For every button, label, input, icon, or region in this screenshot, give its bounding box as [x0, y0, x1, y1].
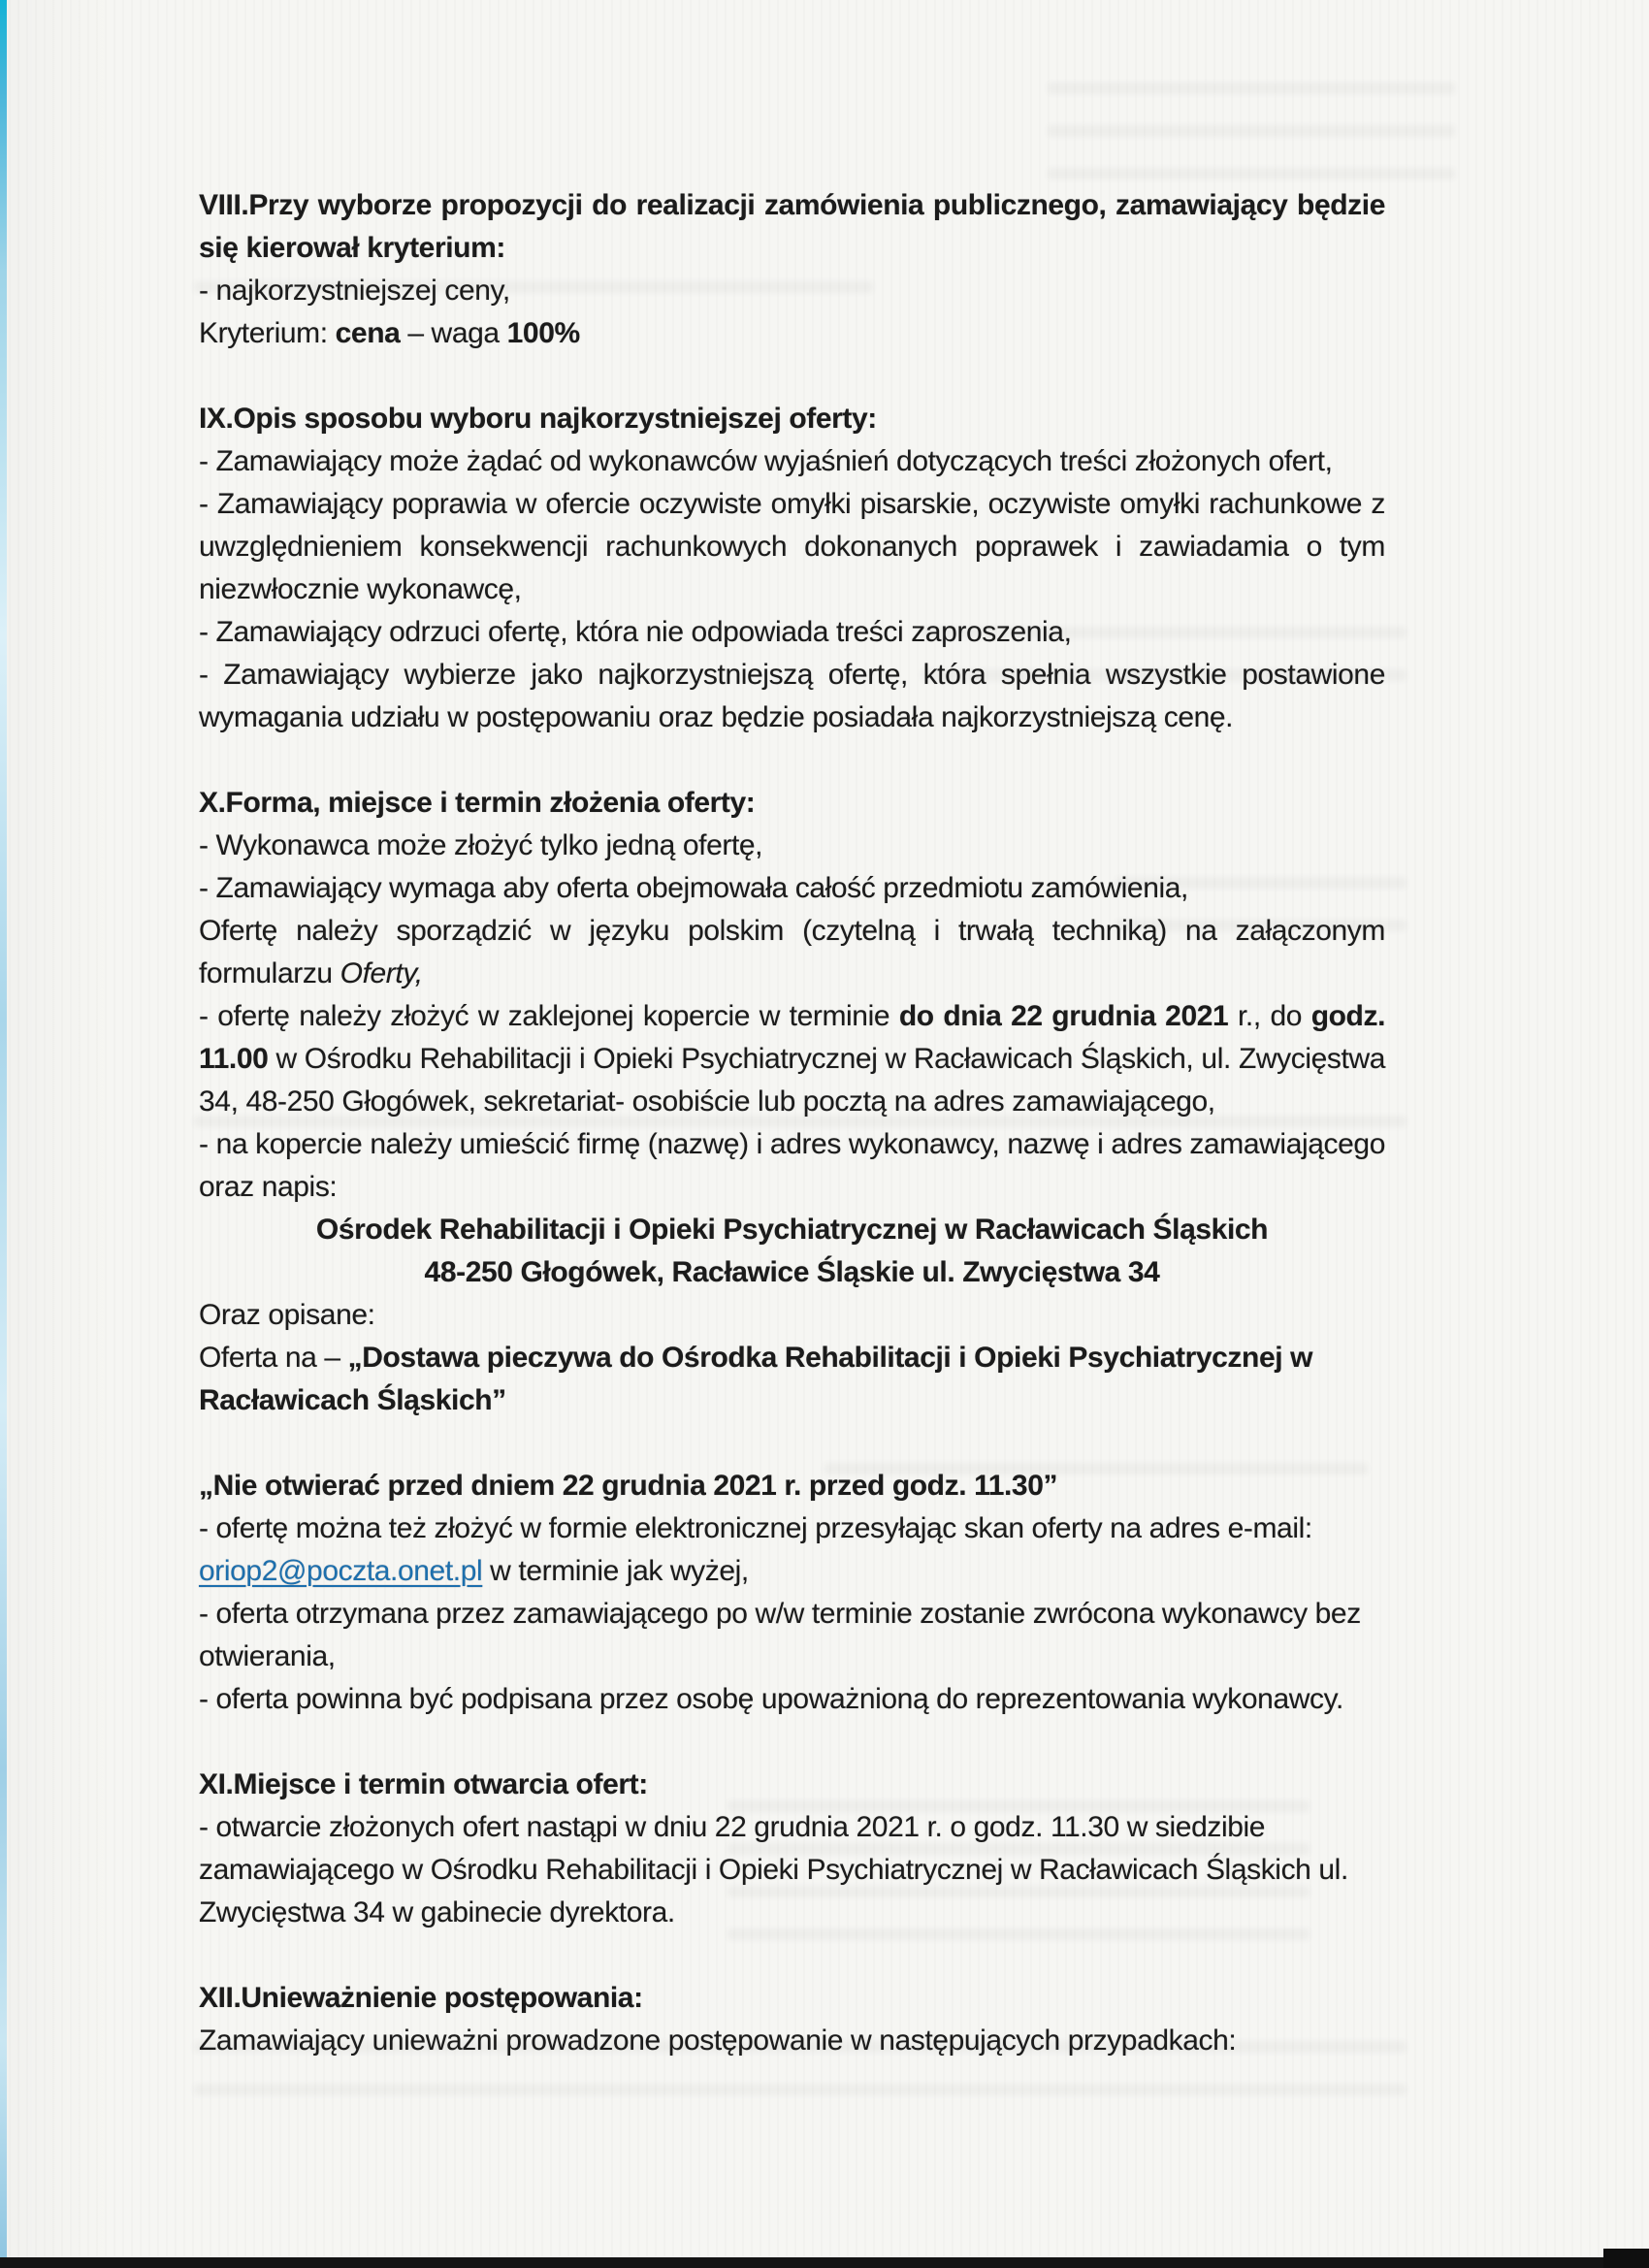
- text-run: Zamawiający unieważni prowadzone postępowanie w następujących przypadkach:: [199, 2025, 1237, 2057]
- text-run: Ofertę należy sporządzić w języku polskim (czytelną i trwałą techniką) na załączonym formularzu: [199, 915, 1385, 989]
- text-run: - oferta otrzymana przez zamawiającego po w/w terminie zostanie zwrócona wykonawcy bez otwierania,: [199, 1598, 1361, 1672]
- text-run: - oferta powinna być podpisana przez osobę upoważnioną do reprezentowania wykonawcy.: [199, 1683, 1343, 1715]
- text-run: cena: [335, 317, 401, 349]
- text-run: - na kopercie należy umieścić firmę (nazwę) i adres wykonawcy, nazwę i adres zamawiającego oraz napis:: [199, 1128, 1385, 1203]
- xi-item-1: [199, 1806, 1385, 1934]
- text-run: r., do: [1228, 1000, 1311, 1032]
- text-run: w Ośrodku Rehabilitacji i Opieki Psychiatrycznej w Racławicach Śląskich, ul. Zwycięstwa 34, 48-250 Głogówek, sekretariat- osobiście lub pocztą na adres zamawiającego,: [199, 1043, 1385, 1118]
- criterion-price-line: [199, 270, 1385, 312]
- ix-item-4: [199, 654, 1385, 739]
- text-run: – waga: [400, 317, 507, 349]
- text-run: - Wykonawca może złożyć tylko jedną ofertę,: [199, 829, 763, 861]
- text-run: 100%: [506, 317, 580, 349]
- text-run: Ośrodek Rehabilitacji i Opieki Psychiatrycznej w Racławicach Śląskich: [315, 1214, 1269, 1246]
- text-run: - Zamawiający poprawia w ofercie oczywiste omyłki pisarskie, oczywiste omyłki rachunkowe z uwzględnieniem konsekwencji rachunkowych dokonanych poprawek i zawiadamia o tym niezwłocznie wykonawcę,: [199, 488, 1385, 605]
- section-xii-heading: [199, 1977, 1385, 2020]
- ix-item-1: [199, 440, 1385, 483]
- text-run: - ofertę można też złożyć w formie elektronicznej przesyłając skan oferty na adres e-mail:: [199, 1512, 1312, 1544]
- x-item-4: [199, 995, 1385, 1123]
- text-run: IX.Opis sposobu wyboru najkorzystniejszej oferty:: [199, 403, 877, 435]
- text-run: 48-250 Głogówek, Racławice Śląskie ul. Zwycięstwa 34: [424, 1256, 1160, 1288]
- text-run: XII.Unieważnienie postępowania:: [199, 1982, 643, 2014]
- text-run: - Zamawiający wymaga aby oferta obejmowała całość przedmiotu zamówienia,: [199, 872, 1188, 904]
- ix-item-3: [199, 611, 1385, 654]
- text-run: Oferta na –: [199, 1342, 348, 1374]
- email-option-line: [199, 1507, 1385, 1550]
- x-item-2: [199, 867, 1385, 910]
- xii-intro-line: [199, 2020, 1385, 2062]
- text-run: Kryterium:: [199, 317, 336, 349]
- text-run: w terminie jak wyżej,: [482, 1555, 749, 1587]
- text-run: Oferty,: [340, 957, 423, 989]
- section-viii-heading: [199, 184, 1385, 270]
- scan-edge-strip: [0, 0, 7, 2268]
- scanner-corner-block: [1603, 2249, 1649, 2268]
- envelope-address-line-2: [199, 1251, 1385, 1294]
- text-run: XI.Miejsce i termin otwarcia ofert:: [199, 1768, 648, 1800]
- text-run: - ofertę należy złożyć w zaklejonej kopercie w terminie: [199, 1000, 899, 1032]
- text-run: X.Forma, miejsce i termin złożenia oferty:: [199, 787, 756, 819]
- text-run: godz. 11.00: [199, 1000, 1385, 1075]
- offer-title-line: [199, 1337, 1385, 1422]
- text-run: - najkorzystniejszej ceny,: [199, 275, 510, 307]
- text-run: VIII.Przy wyborze propozycji do realizacji zamówienia publicznego, zamawiający będzie się kierował kryterium:: [199, 189, 1385, 264]
- signature-line: [199, 1678, 1385, 1721]
- email-address-line: [199, 1550, 1385, 1593]
- text-run: - otwarcie złożonych ofert nastąpi w dniu 22 grudnia 2021 r. o godz. 11.30 w siedzibie zamawiającego w Ośrodku Rehabilitacji i Opieki Psychiatrycznej w Racławicach Śląskich ul. Zwycięstwa 34 w gabinecie dyrektora.: [199, 1811, 1348, 1928]
- x-item-1: [199, 825, 1385, 867]
- scanner-bottom-bar: [0, 2257, 1649, 2268]
- section-ix-heading: [199, 398, 1385, 440]
- oraz-opisane-line: [199, 1294, 1385, 1337]
- section-xi-heading: [199, 1764, 1385, 1806]
- ix-item-2: [199, 483, 1385, 611]
- text-run: do dnia 22 grudnia 2021: [898, 1000, 1229, 1032]
- text-run: Oraz opisane:: [199, 1299, 375, 1331]
- text-run: - Zamawiający może żądać od wykonawców wyjaśnień dotyczących treści złożonych ofert,: [199, 445, 1333, 477]
- text-column: [199, 184, 1385, 2062]
- criterion-weight-line: [199, 312, 1385, 355]
- text-run: „Dostawa pieczywa do Ośrodka Rehabilitacji i Opieki Psychiatrycznej w Racławicach Śląskich”: [199, 1342, 1313, 1416]
- bleedthrough-artifact: [1048, 53, 1455, 179]
- text-run: - Zamawiający odrzuci ofertę, która nie odpowiada treści zaproszenia,: [199, 616, 1072, 648]
- envelope-address-line-1: [199, 1209, 1385, 1251]
- text-run: - Zamawiający wybierze jako najkorzystniejszą ofertę, która spełnia wszystkie postawione wymagania udziału w postępowaniu oraz będzie posiadała najkorzystniejszą cenę.: [199, 659, 1385, 733]
- email-link[interactable]: oriop2@poczta.onet.pl: [199, 1555, 483, 1587]
- do-not-open-line: [199, 1465, 1385, 1507]
- text-run: „Nie otwierać przed dniem 22 grudnia 2021 r. przed godz. 11.30”: [199, 1470, 1058, 1502]
- section-x-heading: [199, 782, 1385, 825]
- x-item-3: [199, 910, 1385, 995]
- x-item-5: [199, 1123, 1385, 1209]
- late-offer-line: [199, 1593, 1385, 1678]
